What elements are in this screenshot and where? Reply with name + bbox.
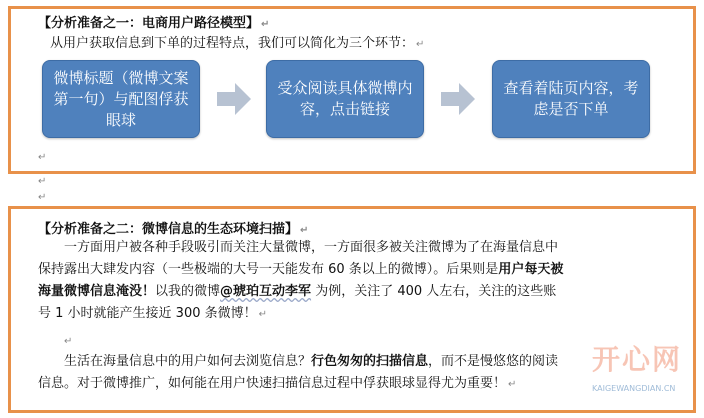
site-watermark xyxy=(592,338,698,402)
section2-heading: 【分析准备之二：微博信息的生态环境扫描】 ↵ xyxy=(38,222,309,237)
paragraph-mark: ↵ xyxy=(38,152,47,163)
step-3-box: 查看着陆页内容，考虑是否下单 xyxy=(492,60,650,138)
weibo-account-mention: @琥珀互动李军 xyxy=(220,284,312,299)
section2-paragraph-1: 一方面用户被各种手段吸引而关注大量微博，一方面很多被关注微博为了在海量信息中 保持露出大肆发内容（一些极端的大号一天能发布 60 条以上的微博）。后果则是用户每天被 海量微博信息淹没！以我的微博@琥珀互动李军 为例，关注了 400 人左右，关注的这些账 号 1 小时就能产生接近 300 条微博！ ↵ xyxy=(38,240,564,321)
arrow-right-icon xyxy=(217,82,251,116)
section2-paragraph-2: 生活在海量信息中的用户如何去浏览信息？行色匆匆的扫描信息，而不是慢悠悠的阅读 信息。对于微博推广，如何能在用户快速扫描信息过程中俘获眼球显得尤为重要！ ↵ xyxy=(38,354,559,391)
arrow-right-icon xyxy=(441,82,475,116)
watermark-logo-text: 开心网 xyxy=(592,343,683,376)
step-1-box: 微博标题（微博文案第一句）与配图俘获眼球 xyxy=(42,60,200,138)
paragraph-mark: ↵ xyxy=(64,336,73,347)
step-2-box: 受众阅读具体微博内容，点击链接 xyxy=(266,60,424,138)
section1-heading: 【分析准备之一：电商用户路径模型】 ↵ xyxy=(38,16,270,31)
paragraph-mark: ↵ xyxy=(38,192,47,203)
watermark-url: KAIGEWANGDIAN.CN xyxy=(592,384,676,393)
paragraph-mark: ↵ xyxy=(38,176,47,187)
section1-intro: 从用户获取信息到下单的过程特点，我们可以简化为三个环节： ↵ xyxy=(50,36,425,51)
